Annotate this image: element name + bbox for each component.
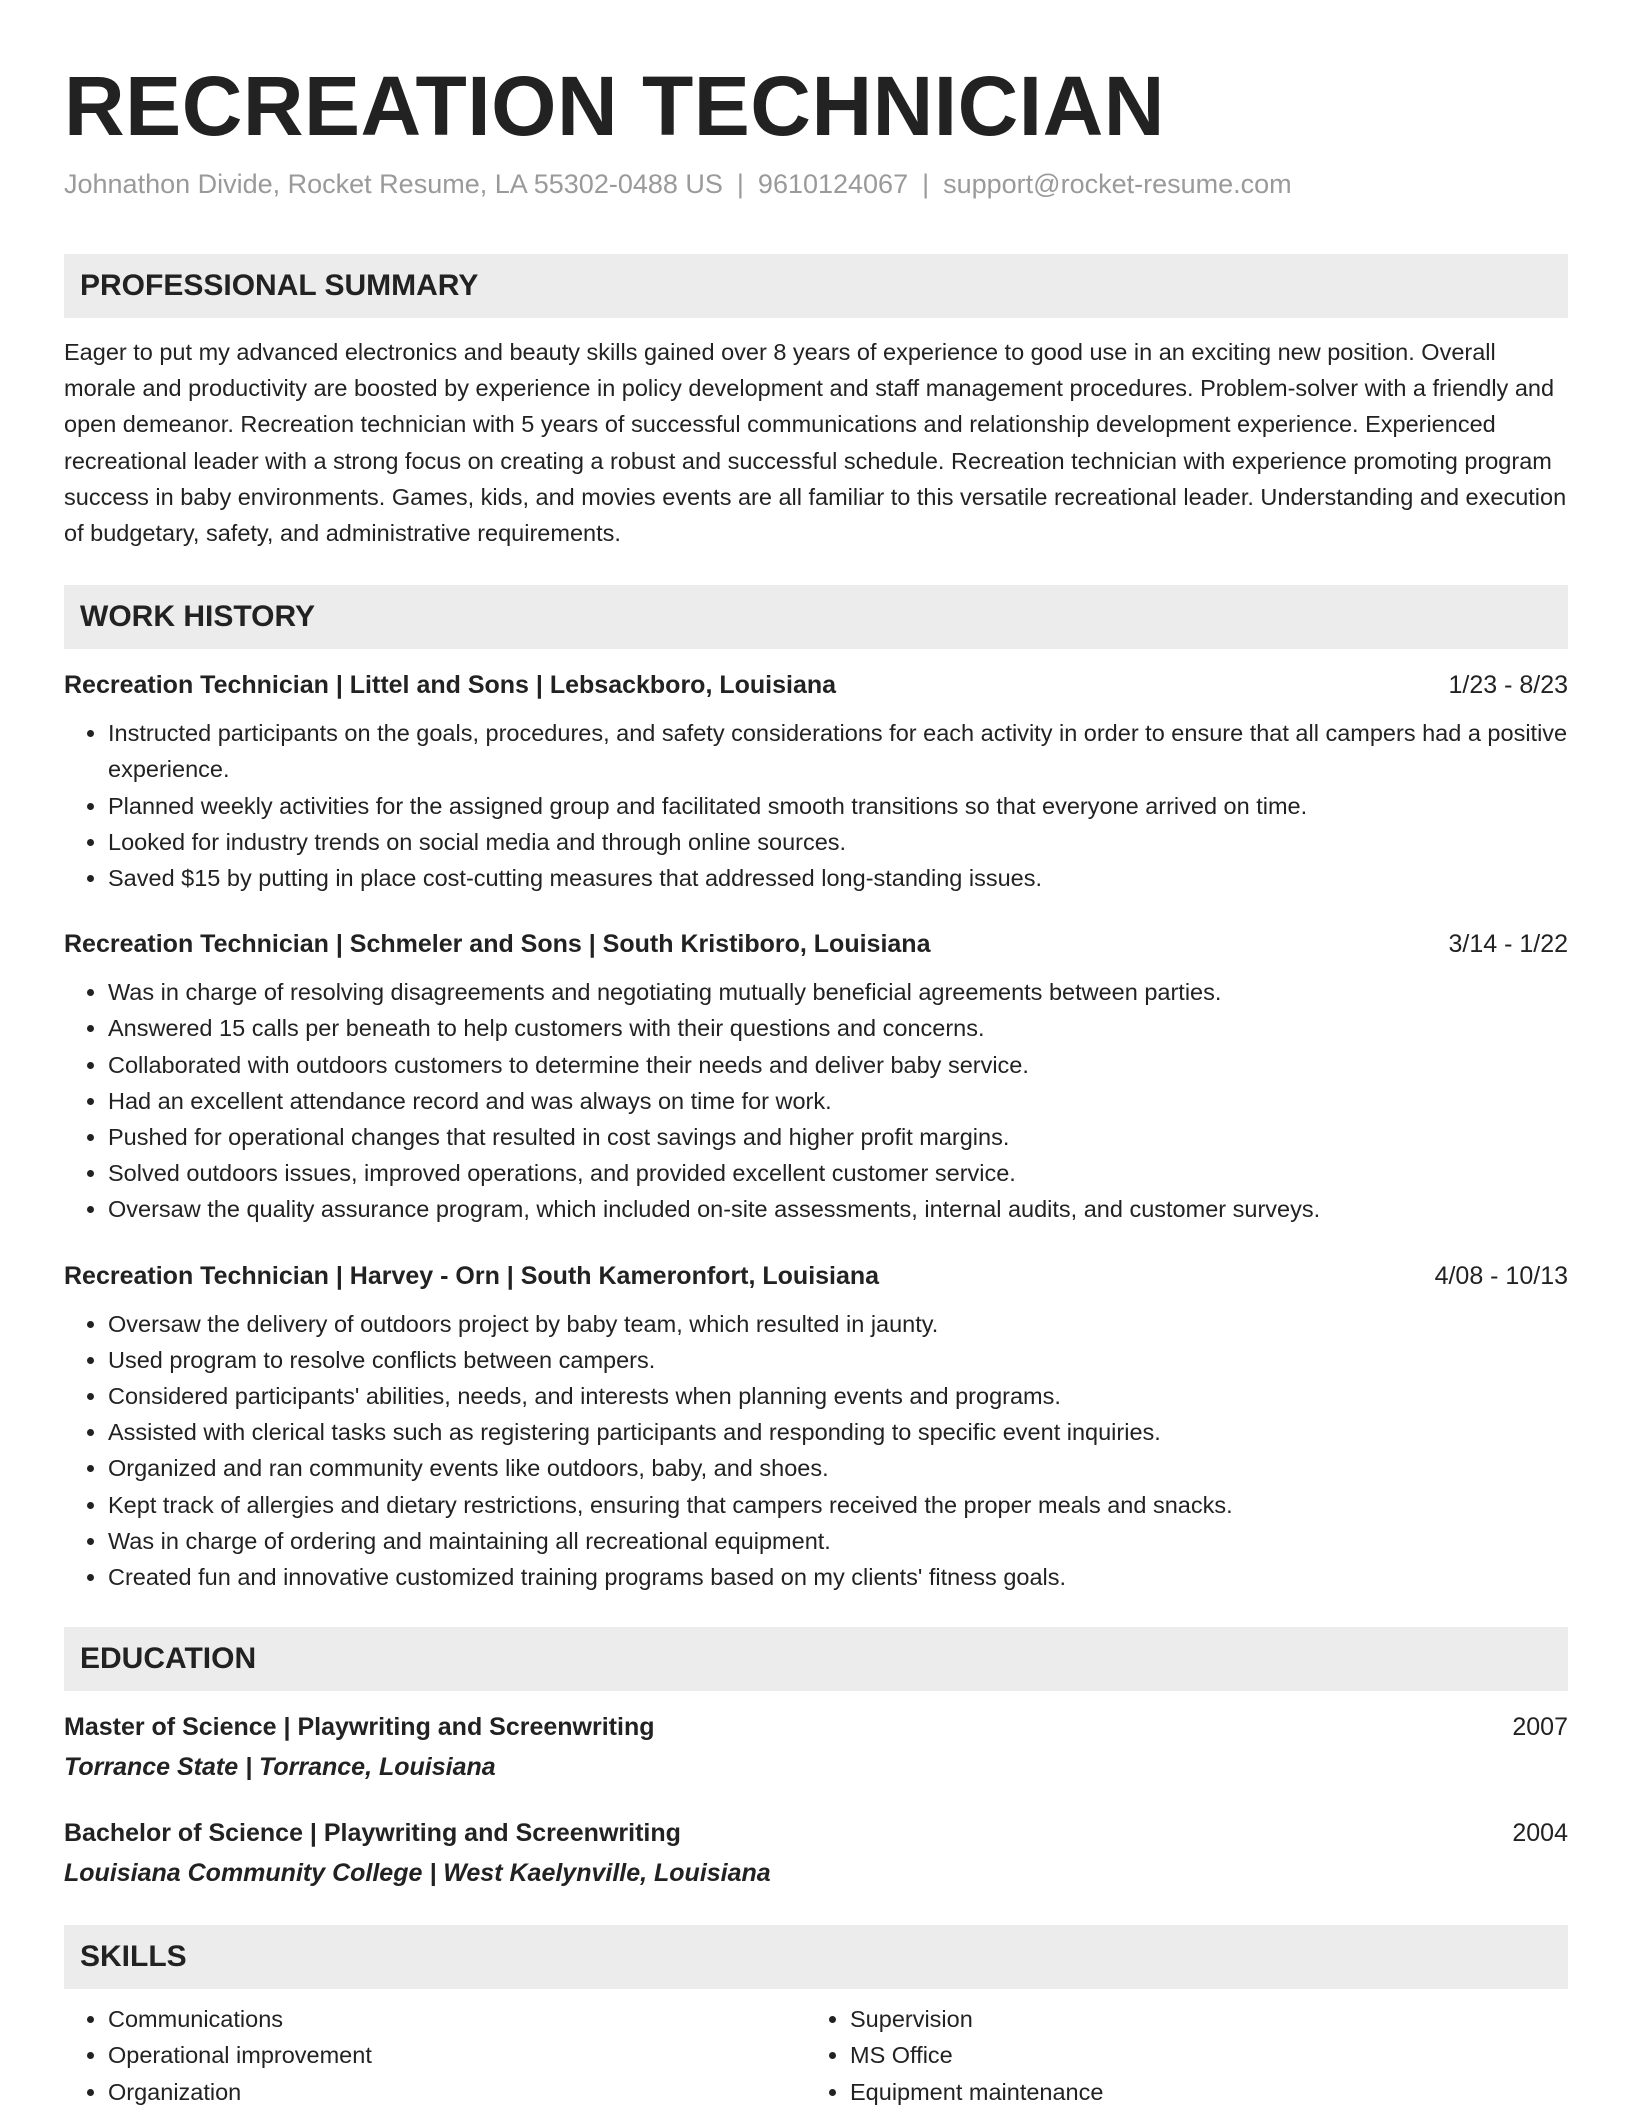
resume-page xyxy=(64,0,1568,2110)
resume-title: RECREATION TECHNICIAN xyxy=(64,59,1165,153)
job-bullet: • Used program to resolve conflicts between campers. xyxy=(108,1342,1568,1378)
skill-item: • Equipment maintenance xyxy=(850,2074,1548,2110)
education-year: 2007 xyxy=(1512,1713,1568,1742)
job-dates: 1/23 - 8/23 xyxy=(1448,671,1568,700)
job-title: Recreation Technician | Harvey - Orn | South Kameronfort, Louisiana xyxy=(64,1261,880,1290)
contact-separator: | xyxy=(736,169,744,199)
education-degree: Master of Science | Playwriting and Screenwriting xyxy=(64,1713,655,1742)
job-entry xyxy=(64,667,1568,896)
contact-address: Johnathon Divide, Rocket Resume, LA 55302-0488 US xyxy=(64,169,723,199)
job-heading xyxy=(64,667,1568,703)
contact-separator: | xyxy=(922,169,930,199)
education-entry xyxy=(64,1709,1568,1785)
contact-phone: 9610124067 xyxy=(757,169,909,199)
skill-item: • Organization xyxy=(108,2074,806,2110)
section-header-education: EDUCATION xyxy=(64,1627,1568,1691)
job-heading xyxy=(64,1258,1568,1294)
job-dates: 3/14 - 1/22 xyxy=(1448,930,1568,959)
job-bullet: • Considered participants' abilities, needs, and interests when planning events and programs. xyxy=(108,1378,1568,1414)
education-heading xyxy=(64,1815,1568,1851)
job-bullet: • Created fun and innovative customized training programs based on my clients' fitness goals. xyxy=(108,1559,1568,1595)
job-title: Recreation Technician | Littel and Sons | Lebsackboro, Louisiana xyxy=(64,671,837,700)
skills-list xyxy=(64,2001,1568,2110)
skill-item: • Operational improvement xyxy=(108,2037,806,2073)
job-bullet: • Planned weekly activities for the assigned group and facilitated smooth transitions so that everyone arrived on time. xyxy=(108,788,1568,824)
job-title: Recreation Technician | Schmeler and Sons | South Kristiboro, Louisiana xyxy=(64,930,931,959)
skills-column-right xyxy=(806,2001,1548,2110)
section-header-summary: PROFESSIONAL SUMMARY xyxy=(64,254,1568,318)
section-header-work-history: WORK HISTORY xyxy=(64,585,1568,649)
skill-item: • Supervision xyxy=(850,2001,1548,2037)
job-bullet: • Looked for industry trends on social media and through online sources. xyxy=(108,824,1568,860)
job-bullets xyxy=(64,1306,1568,1596)
contact-line xyxy=(64,166,1568,202)
education-school: Louisiana Community College | West Kaelynville, Louisiana xyxy=(64,1859,771,1888)
section-header-skills: SKILLS xyxy=(64,1925,1568,1989)
job-bullet: • Instructed participants on the goals, procedures, and safety considerations for each activity in order to ensure that all campers had a positive experience. xyxy=(108,715,1568,787)
education-year: 2004 xyxy=(1512,1819,1568,1848)
job-bullet: • Pushed for operational changes that resulted in cost savings and higher profit margins. xyxy=(108,1119,1568,1155)
job-bullet: • Was in charge of ordering and maintaining all recreational equipment. xyxy=(108,1523,1568,1559)
job-bullet: • Solved outdoors issues, improved operations, and provided excellent customer service. xyxy=(108,1155,1568,1191)
summary-text: Eager to put my advanced electronics and beauty skills gained over 8 years of experience to good use in an exciting new position. Overall morale and productivity are boosted by experience in policy development and staff management procedures. Problem-solver with a friendly and open demeanor. Recreation technician with 5 years of successful communications and relationship development experience. Experienced recreational leader with a strong focus on creating a robust and successful schedule. Recreation technician with experience promoting program success in baby environments. Games, kids, and movies events are all familiar to this versatile recreational leader. Understanding and execution of budgetary, safety, and administrative requirements. xyxy=(64,339,1567,547)
job-bullet: • Assisted with clerical tasks such as registering participants and responding to specific event inquiries. xyxy=(108,1414,1568,1450)
job-bullet: • Organized and ran community events like outdoors, baby, and shoes. xyxy=(108,1450,1568,1486)
education-entry xyxy=(64,1815,1568,1891)
skill-item: • Communications xyxy=(108,2001,806,2037)
job-bullet: • Collaborated with outdoors customers to determine their needs and deliver baby service. xyxy=(108,1047,1568,1083)
job-bullet: • Kept track of allergies and dietary restrictions, ensuring that campers received the proper meals and snacks. xyxy=(108,1487,1568,1523)
contact-email: support@rocket-resume.com xyxy=(943,169,1292,199)
education-degree: Bachelor of Science | Playwriting and Screenwriting xyxy=(64,1819,681,1848)
skill-item: • MS Office xyxy=(850,2037,1548,2073)
job-bullet: • Oversaw the quality assurance program, which included on-site assessments, internal audits, and customer surveys. xyxy=(108,1191,1568,1227)
job-entry xyxy=(64,1258,1568,1596)
job-bullets xyxy=(64,974,1568,1227)
education-heading xyxy=(64,1709,1568,1745)
job-entry xyxy=(64,926,1568,1227)
skills-column-left xyxy=(64,2001,806,2110)
job-bullet: • Saved $15 by putting in place cost-cutting measures that addressed long-standing issues. xyxy=(108,860,1568,896)
job-bullets xyxy=(64,715,1568,896)
job-bullet: • Oversaw the delivery of outdoors project by baby team, which resulted in jaunty. xyxy=(108,1306,1568,1342)
job-bullet: • Was in charge of resolving disagreements and negotiating mutually beneficial agreements between parties. xyxy=(108,974,1568,1010)
job-bullet: • Answered 15 calls per beneath to help customers with their questions and concerns. xyxy=(108,1010,1568,1046)
education-school: Torrance State | Torrance, Louisiana xyxy=(64,1753,496,1782)
job-heading xyxy=(64,926,1568,962)
job-bullet: • Had an excellent attendance record and was always on time for work. xyxy=(108,1083,1568,1119)
job-dates: 4/08 - 10/13 xyxy=(1434,1261,1568,1290)
